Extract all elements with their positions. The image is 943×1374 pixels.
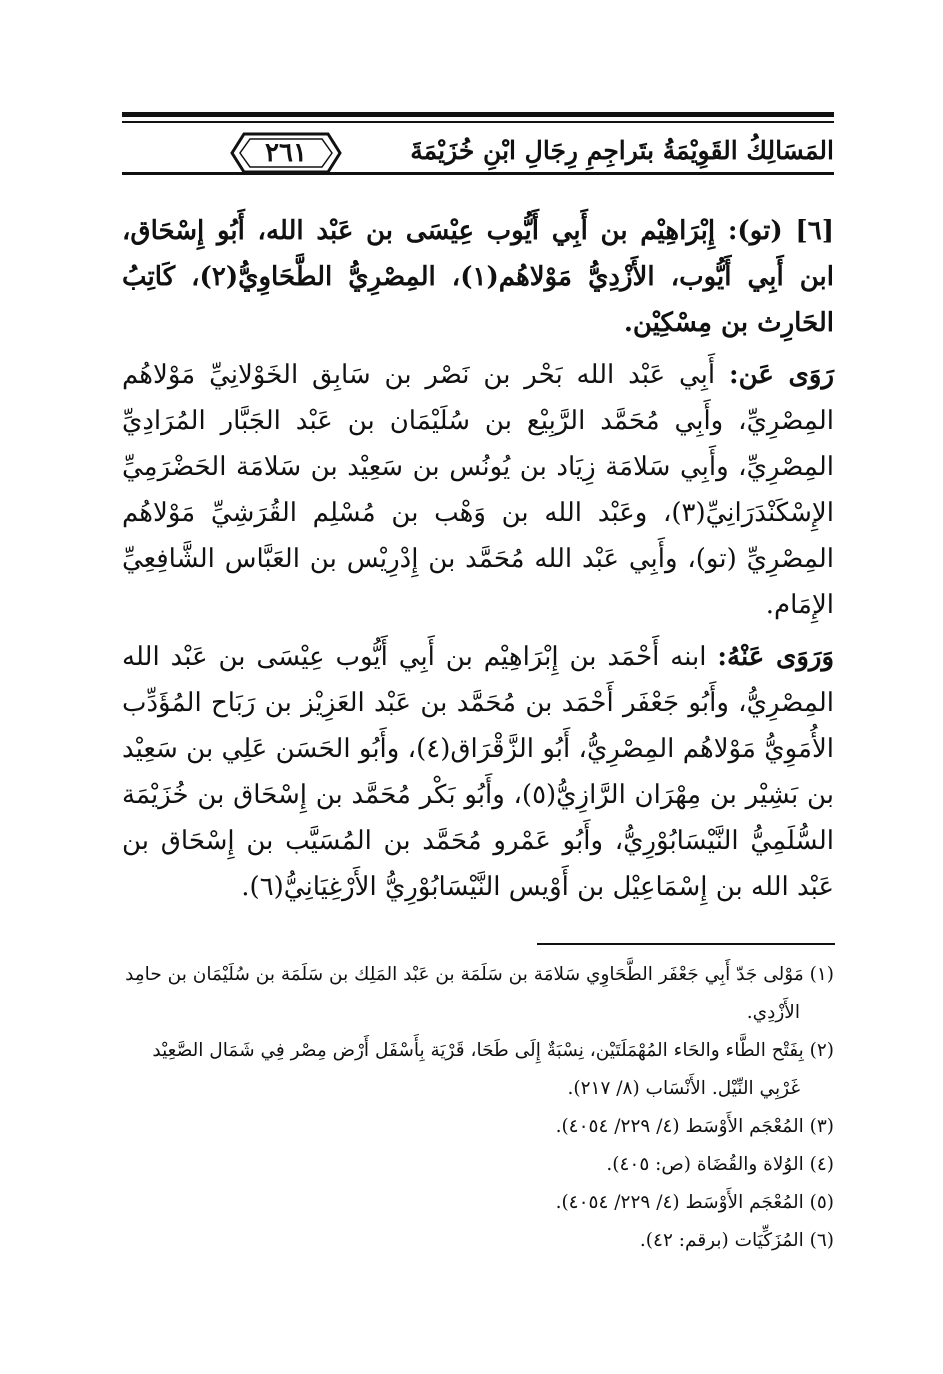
narrated-from-paragraph <box>122 352 834 628</box>
narrated-by-text: ابنه أَحْمَد بن إِبْرَاهِيْم بن أَبِي أَيُّوب عِيْسَى بن عَبْد الله المِصْرِيُّ، وأَبُو جَعْفَر أَحْمَد بن مُحَمَّد بن عَبْد العَزِيْز بن رَبَاح المُؤَدِّب الأُمَوِيُّ مَوْلاهُم المِصْرِيُّ، أَبُو الزَّقْرَاق(٤)، وأَبُو الحَسَن عَلِي بن سَعِيْد بن بَشِيْر بن مِهْرَان الرَّازِيُّ(٥)، وأَبُو بَكْر مُحَمَّد بن إِسْحَاق بن خُزَيْمَة السُّلَمِيُّ النَّيْسَابُوْرِيُّ، وأَبُو عَمْرو مُحَمَّد بن المُسَيَّب بن إِسْحَاق بن عَبْد الله بن إِسْمَاعِيْل بن أَوْيس النَّيْسَابُوْرِيُّ الأَرْغِيَانِيُّ(٦). <box>122 642 835 902</box>
header-rule-thick <box>122 112 834 117</box>
footnote-separator <box>537 943 835 945</box>
page-number: ٢٦١ <box>265 138 307 168</box>
narrated-by-label: وَرَوَى عَنْهُ: <box>717 642 834 672</box>
narrated-by-paragraph <box>122 634 834 910</box>
page-number-badge <box>230 130 342 176</box>
footnote-1: (١) مَوْلى جَدّ أَبِي جَعْفَر الطَّحَاوِي سَلامَة بن سَلَمَة بن عَبْد المَلِك بن سَلَمَة بن سُلَيْمَان بن حامِد الأَزْدِي. <box>125 964 834 1023</box>
page-header <box>122 112 834 196</box>
entry-heading <box>122 208 834 346</box>
entry-text: (تو): إِبْرَاهِيْم بن أَبِي أَيُّوب عِيْسَى بن عَبْد الله، أَبُو إِسْحَاق، ابن أَبِي أَيُّوب، الأَزْدِيُّ مَوْلاهُم(١)، المِصْرِيُّ الطَّحَاوِيُّ(٢)، كَاتِبُ الحَارِث بن مِسْكِيْن. <box>122 216 835 338</box>
footnotes <box>122 956 834 1260</box>
header-rule-thin <box>122 121 834 123</box>
header-rule-bottom <box>122 172 834 175</box>
narrated-from-text: أَبِي عَبْد الله بَحْر بن نَصْر بن سَابِق الخَوْلانِيِّ مَوْلاهُم المِصْرِيِّ، وأَبِي مُحَمَّد الرَّبِيْع بن سُلَيْمَان بن عَبْد الجَبَّار المُرَادِيِّ المِصْرِيِّ، وأَبِي سَلامَة زِيَاد بن يُونُس بن سَعِيْد بن سَلامَة الحَضْرَمِيِّ الإِسْكَنْدَرَانِيِّ(٣)، وعَبْد الله بن وَهْب بن مُسْلِم القُرَشِيِّ مَوْلاهُم المِصْرِيِّ (تو)، وأَبِي عَبْد الله مُحَمَّد بن إِدْرِيْس بن العَبَّاس الشَّافِعِيِّ الإِمَام. <box>122 360 834 620</box>
footnote-6: (٦) المُزَكِّيَات (برقم: ٤٢). <box>639 1230 834 1251</box>
narrated-from-label: رَوَى عَن: <box>728 360 835 390</box>
footnote-2: (٢) بِفَتْح الطَّاء والحَاء المُهْمَلَتَيْن، نِسْبَةٌ إِلَى طَحَا، قَرْيَة بِأَسْفَل أَرْض مِصْر فِي شَمَال الصَّعِيْد غَرْبِي النِّيْل. الأَنْسَاب (٨/ ٢١٧). <box>152 1040 834 1099</box>
footnote-3: (٣) المُعْجَم الأَوْسَط (٤/ ٢٢٩/ ٤٠٥٤). <box>555 1116 834 1137</box>
main-text <box>122 208 834 914</box>
entry-number: [٦] <box>795 216 834 246</box>
footnote-5: (٥) المُعْجَم الأَوْسَط (٤/ ٢٢٩/ ٤٠٥٤). <box>555 1192 834 1213</box>
footnote-4: (٤) الوُلاة والقُضَاة (ص: ٤٠٥). <box>606 1154 834 1175</box>
book-title: المَسَالِكُ القَوِيْمَةُ بتَراجِمِ رِجَالِ ابْنِ خُزَيْمَةَ <box>410 136 834 165</box>
